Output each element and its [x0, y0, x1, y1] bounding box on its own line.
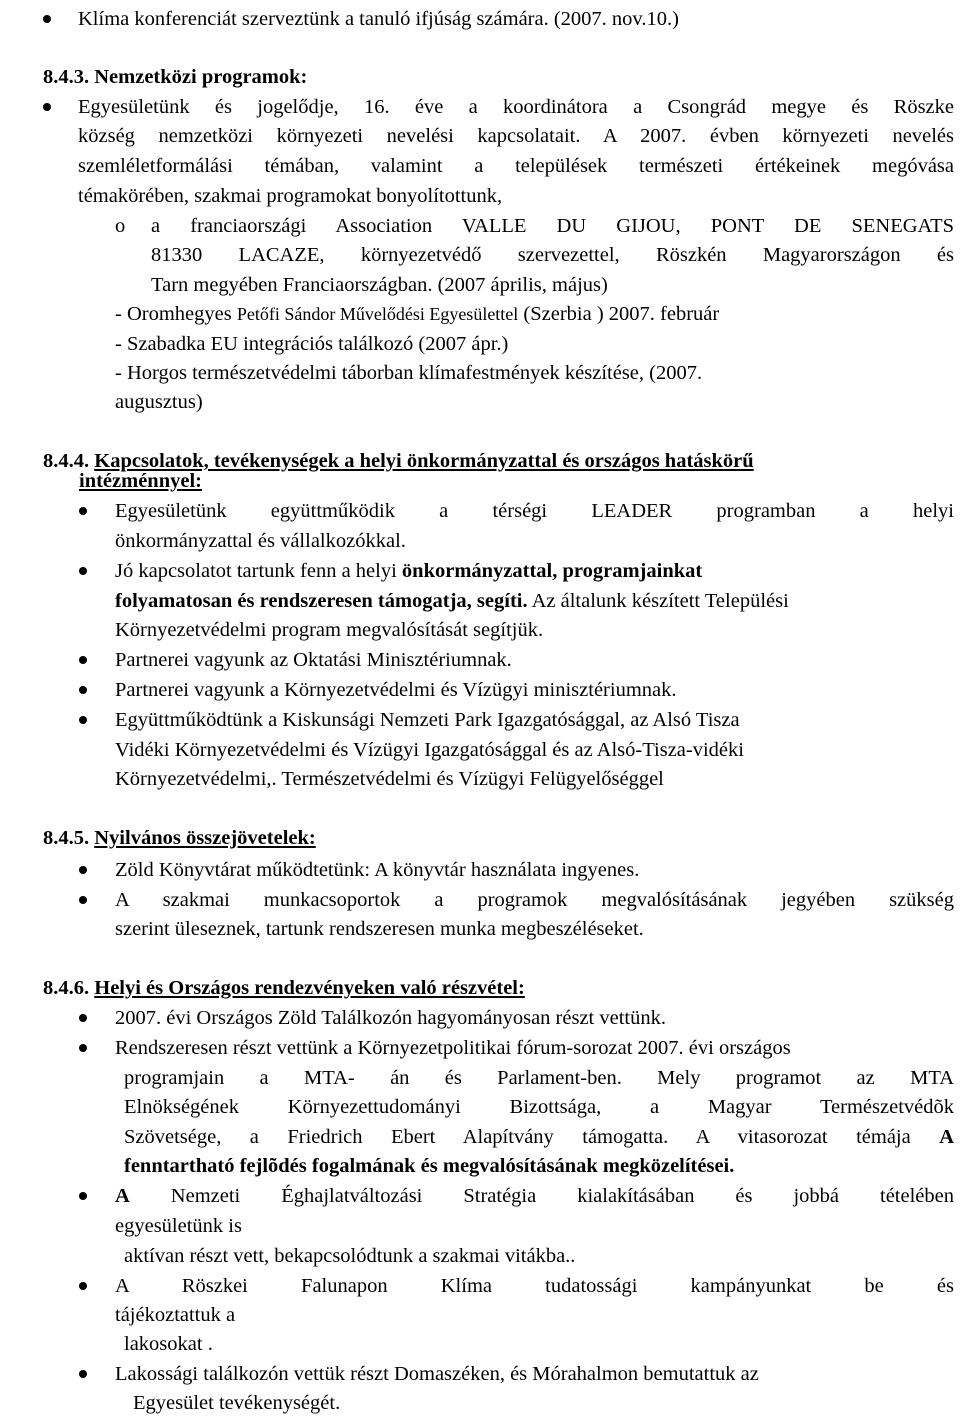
text-line — [124, 1125, 954, 1149]
bullet-icon — [79, 1192, 87, 1200]
text-line: Egyesületünk és jogelődje, 16. éve a koordinátora a Csongrád megye és Röszke — [78, 96, 954, 118]
bullet-icon — [79, 1282, 87, 1290]
bullet-icon — [43, 15, 51, 23]
bullet-icon — [79, 507, 87, 515]
heading-text: Nyilvános összejövetelek: — [94, 827, 316, 849]
section-heading: 8.4.3. Nemzetközi programok: — [43, 66, 308, 88]
text-line: község nemzetközi környezeti nevelési kapcsolatait. A 2007. évben környezeti nevelés — [78, 125, 954, 147]
text-segment: önkormányzattal, programjainkat — [401, 560, 703, 582]
text-line — [115, 302, 719, 326]
sub-bullet-marker: o — [115, 215, 126, 237]
text-line: önkormányzattal és vállalkozókkal. — [115, 530, 406, 552]
text-line: augusztus) — [115, 391, 203, 413]
bullet-icon — [79, 1370, 87, 1378]
section-heading-cont: intézménnyel: — [79, 470, 202, 492]
text-line: Partnerei vagyunk a Környezetvédelmi és Vízügyi minisztériumnak. — [115, 679, 677, 701]
section-heading — [43, 976, 525, 1000]
text-line: programjain a MTA- án és Parlament-ben. Mely programot az MTA — [124, 1067, 954, 1089]
heading-text: Kapcsolatok, tevékenységek a helyi önkormányzattal és országos hatáskörű — [94, 450, 754, 472]
text-line: Egyesület tevékenységét. — [133, 1392, 341, 1414]
text-line: Lakossági találkozón vettük részt Domaszéken, és Mórahalmon bemutattuk az — [115, 1363, 759, 1385]
text-segment: (Szerbia ) 2007. február — [518, 303, 720, 325]
heading-number: 8.4.4. — [43, 450, 95, 472]
text-line: aktívan részt vett, bekapcsolódtunk a szakmai vitákba.. — [124, 1245, 576, 1267]
text-line: - Horgos természetvédelmi táborban klímafestmények készítése, (2007. — [115, 362, 703, 384]
text-segment: Szövetsége, a Friedrich Ebert Alapítvány támogatta. A vitasorozat témája — [124, 1126, 940, 1148]
text-line: A Röszkei Falunapon Klíma tudatossági kampányunkat be és — [115, 1275, 954, 1297]
text-line: egyesületünk is — [115, 1215, 242, 1237]
bullet-icon — [79, 866, 87, 874]
bullet-icon — [79, 656, 87, 664]
text-line: Környezetvédelmi,. Természetvédelmi és Vízügyi Felügyelőséggel — [115, 768, 664, 790]
text-segment: folyamatosan és rendszeresen támogatja, segíti. — [115, 590, 528, 612]
text-segment: - Oromhegyes — [115, 303, 237, 325]
bullet-icon — [79, 896, 87, 904]
text-line: témakörében, szakmai programokat bonyolítottunk, — [78, 185, 503, 207]
bullet-icon — [79, 567, 87, 575]
text-line: Környezetvédelmi program megvalósítását segítjük. — [115, 619, 544, 641]
text-segment: Jó kapcsolatot tartunk fenn a helyi — [115, 560, 402, 582]
heading-text: Helyi és Országos rendezvényeken való részvétel: — [94, 977, 525, 999]
text-line: 2007. évi Országos Zöld Találkozón hagyományosan részt vettünk. — [115, 1007, 666, 1029]
heading-number: 8.4.6. — [43, 977, 95, 999]
text-segment: Az általunk készített Települési — [527, 590, 789, 612]
text-line: Rendszeresen részt vettünk a Környezetpolitikai fórum-sorozat 2007. évi országos — [115, 1037, 791, 1059]
bullet-icon — [79, 1044, 87, 1052]
text-line: Zöld Könyvtárat működtetünk: A könyvtár használata ingyenes. — [115, 859, 640, 881]
text-line: szemléletformálási témában, valamint a települések természeti értékeinek megóvása — [78, 155, 954, 177]
bullet-icon — [79, 686, 87, 694]
text-line — [115, 1184, 954, 1208]
heading-number: 8.4.5. — [43, 827, 95, 849]
text-line: Klíma konferenciát szerveztünk a tanuló ifjúság számára. (2007. nov.10.) — [78, 8, 679, 30]
section-heading — [43, 826, 316, 850]
text-line: - Szabadka EU integrációs találkozó (2007 ápr.) — [115, 333, 509, 355]
text-segment: A — [939, 1126, 954, 1148]
text-line — [115, 589, 789, 613]
text-line: tájékoztattuk a — [115, 1304, 236, 1326]
text-line: fenntartható fejlõdés fogalmának és megvalósításának megközelítései. — [124, 1155, 735, 1177]
text-line: Egyesületünk együttműködik a térségi LEADER programban a helyi — [115, 500, 954, 522]
text-segment: Nemzeti Éghajlatváltozási Stratégia kialakításában és jobbá tételében — [129, 1185, 954, 1207]
text-line: Tarn megyében Franciaországban. (2007 április, május) — [151, 274, 608, 296]
text-line: a franciaországi Association VALLE DU GIJOU, PONT DE SENEGATS — [151, 215, 954, 237]
bullet-icon — [43, 103, 51, 111]
text-line: 81330 LACAZE, környezetvédő szervezettel, Röszkén Magyarországon és — [151, 244, 954, 266]
text-segment: Petőfi Sándor Művelődési Egyesülettel — [236, 304, 519, 324]
text-line — [115, 559, 702, 583]
bullet-icon — [79, 1014, 87, 1022]
text-line: lakosokat . — [124, 1333, 213, 1355]
text-line: Elnökségének Környezettudományi Bizottsága, a Magyar Természetvédõk — [124, 1096, 954, 1118]
text-line: A szakmai munkacsoportok a programok megvalósításának jegyében szükség — [115, 889, 954, 911]
text-line: szerint üleseznek, tartunk rendszeresen munka megbeszéléseket. — [115, 918, 644, 940]
bullet-icon — [79, 716, 87, 724]
text-line: Együttműködtünk a Kiskunsági Nemzeti Park Igazgatósággal, az Alsó Tisza — [115, 709, 740, 731]
text-segment: A — [115, 1185, 130, 1207]
text-line: Partnerei vagyunk az Oktatási Minisztériumnak. — [115, 649, 512, 671]
text-line: Vidéki Környezetvédelmi és Vízügyi Igazgatósággal és az Alsó-Tisza-vidéki — [115, 739, 744, 761]
